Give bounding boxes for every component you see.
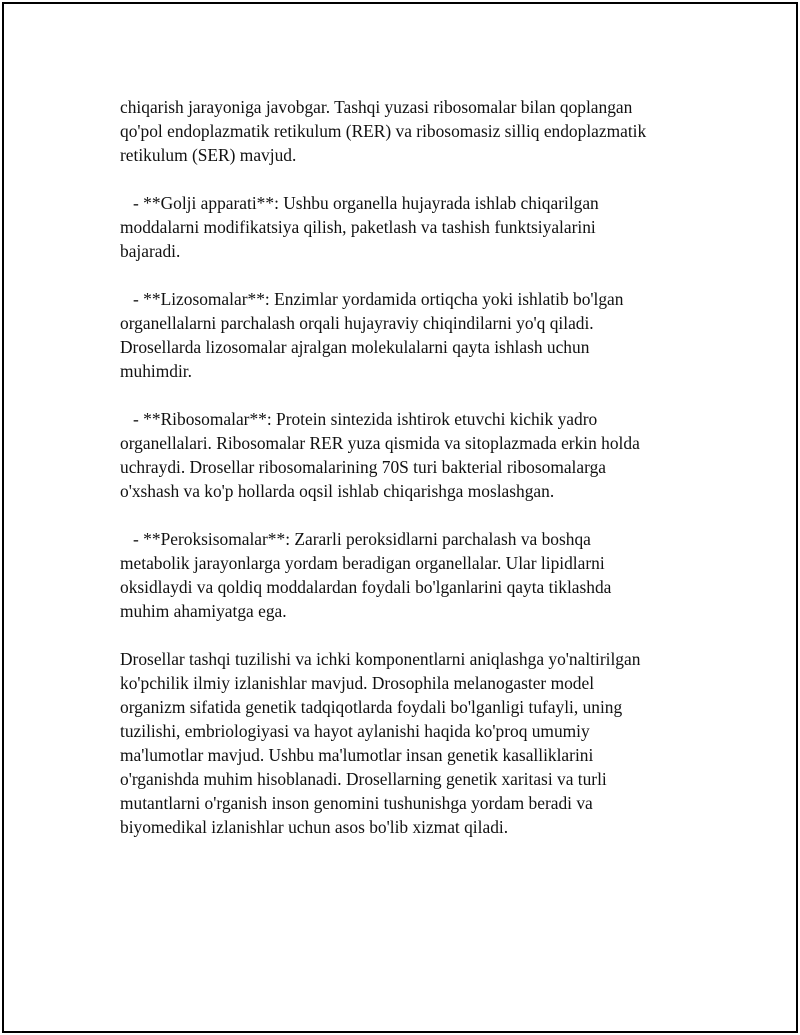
- document-page: [2, 2, 798, 1033]
- paragraph-er-continuation: chiqarish jarayoniga javobgar. Tashqi yuzasi ribosomalar bilan qoplangan qo'pol endoplazmatik retikulum (RER) va ribosomasiz silliq endoplazmatik retikulum (SER) mavjud.: [120, 97, 647, 165]
- list-item-ribosomes: - **Ribosomalar**: Protein sintezida ishtirok etuvchi kichik yadro organellalari. Ribosomalar RER yuza qismida va sitoplazmada erkin holda uchraydi. Drosellar ribosomalarining 70S turi bakterial ribosomalarga o'xshash va ko'p hollarda oqsil ishlab chiqarishga moslashgan.: [120, 409, 640, 501]
- document-body: [120, 95, 700, 839]
- list-item-peroxisomes: - **Peroksisomalar**: Zararli peroksidlarni parchalash va boshqa metabolik jarayonlarga yordam beradigan organellalar. Ular lipidlarni oksidlaydi va qoldiq moddalardan foydali bo'lganlarini qayta tiklashda muhim ahamiyatga ega.: [120, 529, 612, 621]
- paragraph-research-summary: Drosellar tashqi tuzilishi va ichki komponentlarni aniqlashga yo'naltirilgan ko'pchilik ilmiy izlanishlar mavjud. Drosophila melanogaster model organizm sifatida genetik tadqiqotlarda foydali bo'lganligi tufayli, uning tuzilishi, embriologiyasi va hayot aylanishi haqida ko'proq umumiy ma'lumotlar mavjud. Ushbu ma'lumotlar insan genetik kasalliklarini o'rganishda muhim hisoblanadi. Drosellarning genetik xaritasi va turli mutantlarni o'rganish inson genomini tushunishga yordam beradi va biyomedikal izlanishlar uchun asos bo'lib xizmat qiladi.: [120, 649, 641, 837]
- list-item-lysosomes: - **Lizosomalar**: Enzimlar yordamida ortiqcha yoki ishlatib bo'lgan organellalarni parchalash orqali hujayraviy chiqindilarni yo'q qiladi. Drosellarda lizosomalar ajralgan molekulalarni qayta ishlash uchun muhimdir.: [120, 289, 624, 381]
- list-item-golgi: - **Golji apparati**: Ushbu organella hujayrada ishlab chiqarilgan moddalarni modifikatsiya qilish, paketlash va tashish funktsiyalarini bajaradi.: [120, 193, 599, 261]
